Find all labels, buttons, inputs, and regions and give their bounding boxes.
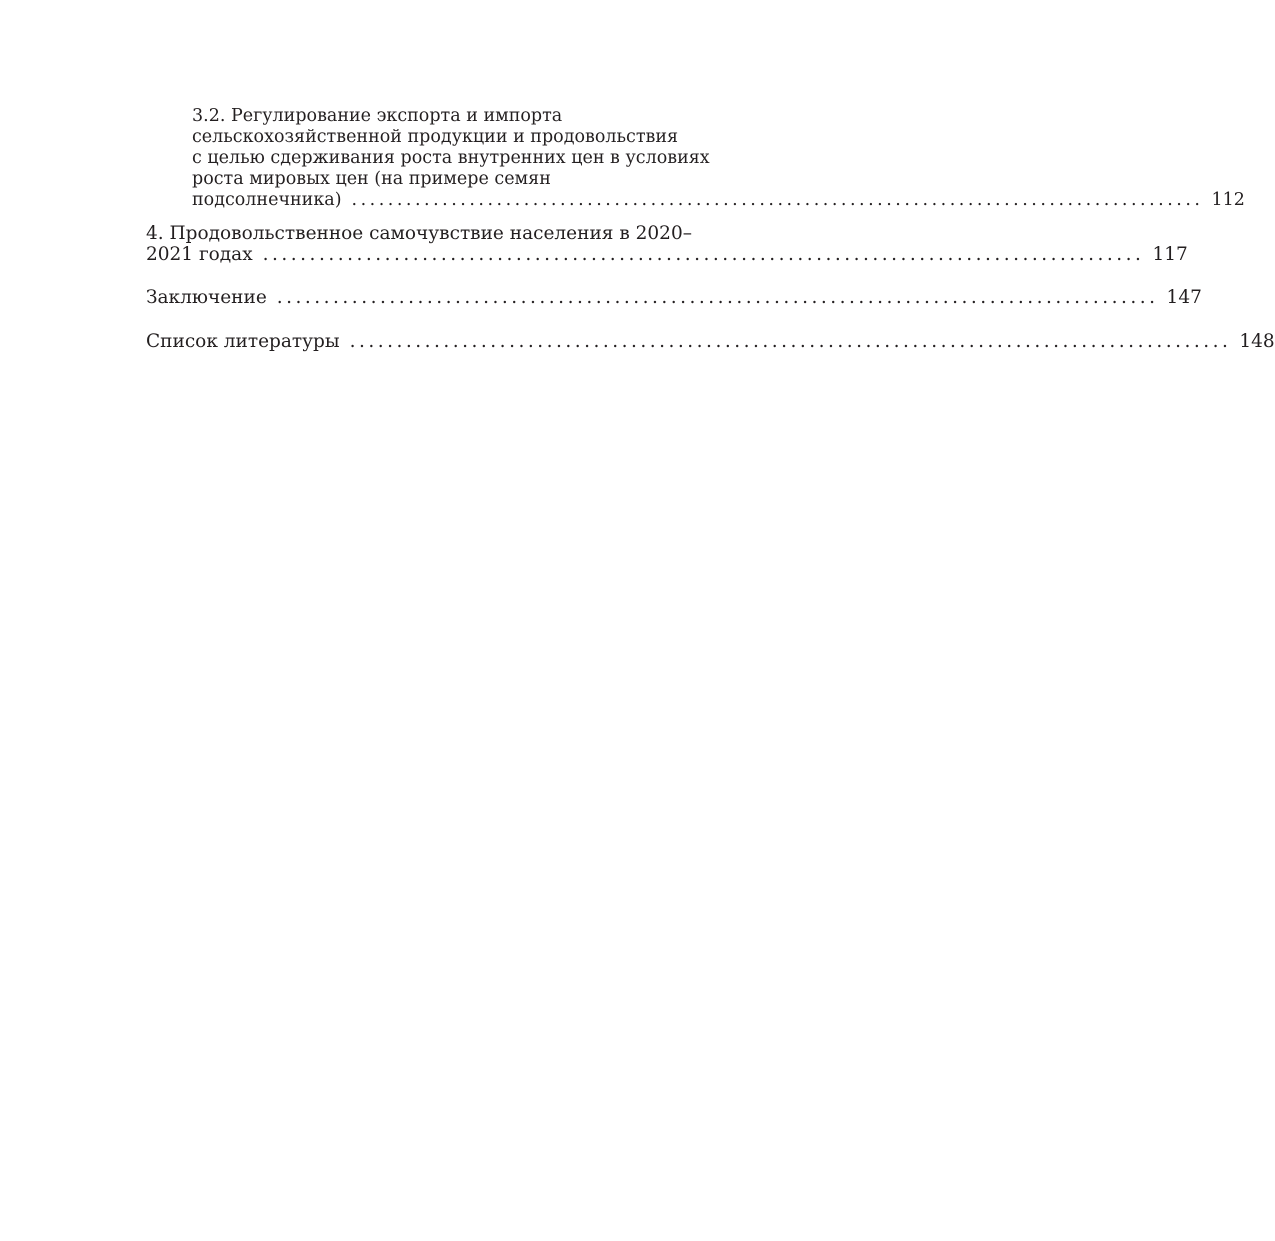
toc-entry-last-line <box>146 287 1202 308</box>
page-number: 147 <box>1166 287 1202 308</box>
toc-entry-title-line: Заключение <box>146 287 267 308</box>
page-number: 148 <box>1239 331 1275 352</box>
toc-entry-bibliography[interactable] <box>146 331 1275 352</box>
dot-leader: .............................................................................................. <box>262 244 1145 265</box>
toc-entry-last-line <box>146 244 1188 265</box>
table-of-contents <box>146 106 1275 352</box>
toc-entry-title-line: с целью сдерживания роста внутренних цен в условиях <box>192 148 710 168</box>
toc-entry-conclusion[interactable] <box>146 287 1202 308</box>
toc-entry-4[interactable] <box>146 223 1188 265</box>
dot-leader: .............................................................................................. <box>351 190 1204 210</box>
toc-entry-title-line: 2021 годах <box>146 244 253 265</box>
page-number: 112 <box>1211 190 1245 210</box>
toc-entry-title-line: роста мировых цен (на примере семян <box>192 169 551 189</box>
toc-entry-title-line: 3.2. Регулирование экспорта и импорта <box>192 106 563 126</box>
toc-entry-title-line: Список литературы <box>146 331 340 352</box>
toc-entry-title-line: подсолнечника) <box>192 190 342 210</box>
dot-leader: .............................................................................................. <box>276 287 1159 308</box>
toc-entry-3-2[interactable] <box>192 106 1245 211</box>
page-number: 117 <box>1152 244 1188 265</box>
dot-leader: .............................................................................................. <box>349 331 1232 352</box>
toc-entry-title-line: 4. Продовольственное самочувствие населения в 2020– <box>146 223 692 244</box>
toc-entry-last-line <box>146 331 1275 352</box>
toc-entry-title-line: сельскохозяйственной продукции и продовольствия <box>192 127 679 147</box>
toc-entry-last-line <box>192 190 1245 211</box>
